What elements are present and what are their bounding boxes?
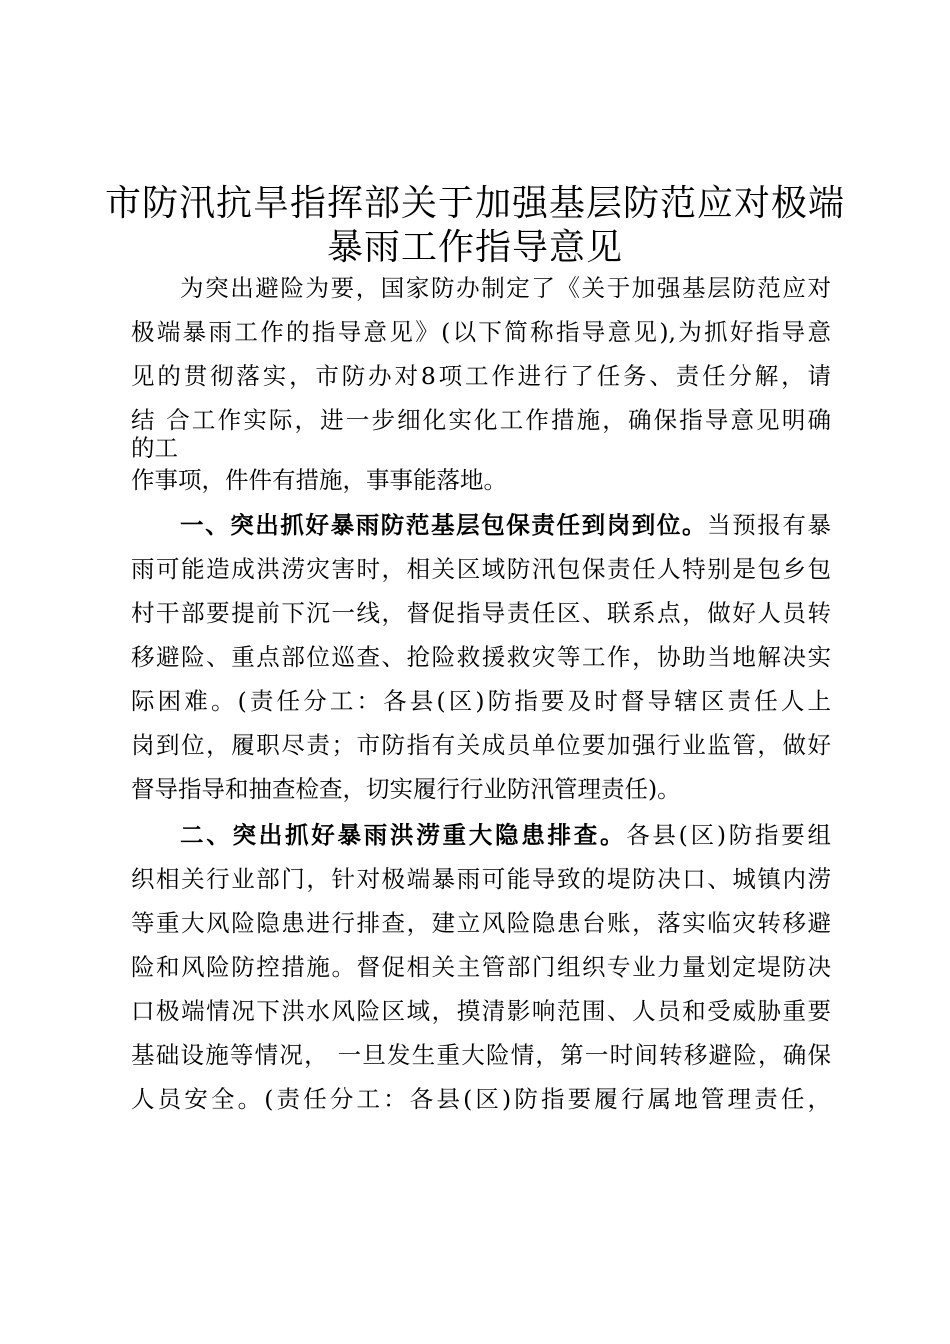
section-2-line: 基础设施等情况， 一旦发生重大险情，第一时间转移避险，确保	[131, 1041, 831, 1069]
intro-line: 结 合工作实际，进一步细化实化工作措施，确保指导意见明确	[131, 406, 831, 434]
section-1-line: 移避险、重点部位巡查、抢险救援救灾等工作，协助当地解决实	[131, 643, 831, 671]
section-2-text: 各县(区)防指要组	[626, 821, 831, 849]
section-1-line: 督导指导和抽查检查，切实履行行业防汛管理责任)。	[131, 775, 681, 803]
document-title-line-2: 暴雨工作指导意见	[326, 227, 623, 268]
intro-line: 作事项，件件有措施，事事能落地。	[131, 466, 507, 494]
section-1-line: 际困难。(责任分工：各县(区)防指要及时督导辖区责任人上	[131, 687, 831, 715]
section-1-line: 村干部要提前下沉一线，督促指导责任区、联系点，做好人员转	[131, 599, 831, 627]
intro-line: 的工	[131, 434, 178, 462]
section-1-heading: 一、突出抓好暴雨防范基层包保责任到岗到位。	[180, 511, 708, 539]
intro-line: 见的贯彻落实，市防办对8项工作进行了任务、责任分解，请	[131, 362, 831, 390]
section-2-first-line	[180, 813, 831, 857]
section-1-line: 雨可能造成洪涝灾害时，相关区域防汛包保责任人特别是包乡包	[131, 555, 831, 583]
section-1-line: 岗到位，履职尽责；市防指有关成员单位要加强行业监管，做好	[131, 731, 831, 759]
intro-line: 极端暴雨工作的指导意见》(以下简称指导意见),为抓好指导意	[131, 318, 831, 346]
section-2-line: 人员安全。(责任分工：各县(区)防指要履行属地管理责任，	[131, 1085, 831, 1113]
section-2-line: 险和风险防控措施。督促相关主管部门组织专业力量划定堤防决	[131, 953, 831, 981]
section-2-line: 口极端情况下洪水风险区域，摸清影响范围、人员和受威胁重要	[131, 997, 831, 1025]
section-1-text: 当预报有暴	[707, 511, 831, 539]
section-1-first-line	[180, 503, 831, 547]
intro-line: 为突出避险为要，国家防办制定了《关于加强基层防范应对	[180, 274, 831, 302]
section-2-line: 织相关行业部门，针对极端暴雨可能导致的堤防决口、城镇内涝	[131, 865, 831, 893]
document-title-line-1: 市防汛抗旱指挥部关于加强基层防范应对极端	[104, 183, 845, 224]
section-2-heading: 二、突出抓好暴雨洪涝重大隐患排查。	[180, 821, 627, 849]
section-2-line: 等重大风险隐患进行排查，建立风险隐患台账，落实临灾转移避	[131, 909, 831, 937]
